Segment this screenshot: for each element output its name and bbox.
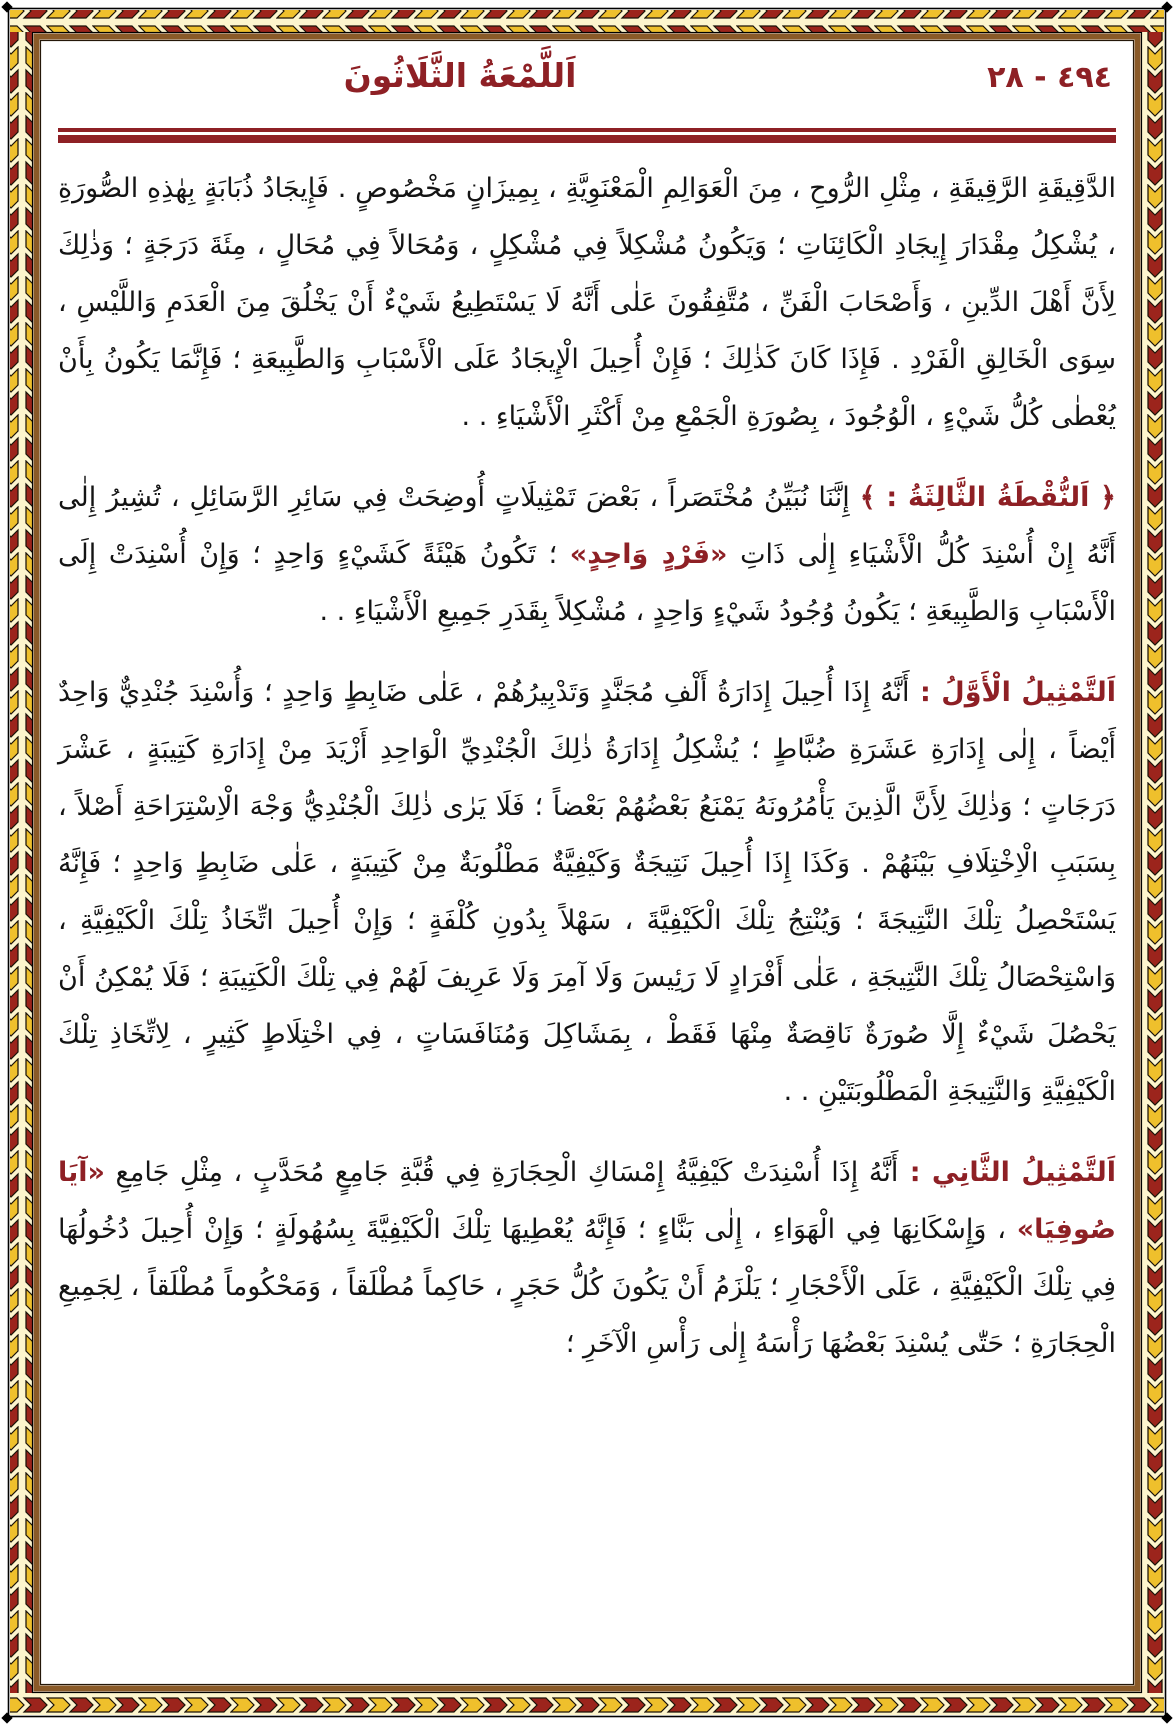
paragraph-third-point xyxy=(58,469,1116,640)
page-header xyxy=(58,50,1116,114)
body-text xyxy=(58,160,1116,1372)
paragraph-second-example xyxy=(58,1144,1116,1372)
first-example-heading: اَلتَّمْثِيلُ الْأَوَّلُ : xyxy=(909,677,1116,708)
highlight-single-one: «فَرْدٍ وَاحِدٍ» xyxy=(569,539,728,570)
paragraph-text: إِنَّنَا نُبَيِّنُ مُخْتَصَراً ، بَعْضَ تَمْثِيلَاتٍ أُوضِحَتْ فِي سَائِرِ الرَّسَائِلِ ، تُشِيرُ إِلٰى أَنَّهُ إِنْ أُسْنِدَ كُلُّ الْأَشْيَاءِ إِلٰى ذَاتِ xyxy=(58,482,1116,570)
paragraph-text: الدَّقِيقَةِ الرَّقِيقَةِ ، مِثْلِ الرُّوحِ ، مِنَ الْعَوَالِمِ الْمَعْنَوِيَّةِ ، بِمِيزَانٍ مَخْصُوصٍ . فَإِيجَادُ ذُبَابَةٍ بِهٰذِهِ الصُّورَةِ ، يُشْكِلُ مِقْدَارَ إِيجَادِ الْكَائِنَاتِ ؛ وَيَكُونُ مُشْكِلاً فِي مُشْكِلٍ ، وَمُحَالاً فِي مُحَالٍ ، مِئَةَ دَرَجَةٍ ؛ وَذٰلِكَ لِأَنَّ أَهْلَ الدِّينِ ، وَأَصْحَابَ الْفَنِّ ، مُتَّفِقُونَ عَلٰى أَنَّهُ لَا يَسْتَطِيعُ شَيْءٌ أَنْ يَخْلُقَ مِنَ الْعَدَمِ وَاللَّيْسِ ، سِوَى الْخَالِقِ الْفَرْدِ . فَإِذَا كَانَ كَذٰلِكَ ؛ فَإِنْ أُحِيلَ الْإِيجَادُ عَلَى الْأَسْبَابِ وَالطَّبِيعَةِ ؛ فَإِنَّمَا يَكُونُ بِأَنْ يُعْطٰى كُلُّ شَيْءٍ ، الْوُجُودَ ، بِصُورَةِ الْجَمْعِ مِنْ أَكْثَرِ الْأَشْيَاءِ . . xyxy=(58,173,1116,432)
page-title: اَللَّمْعَةُ الثَّلَاثُونَ xyxy=(343,56,577,95)
paragraph-text: أَنَّهُ إِذَا أُسْنِدَتْ كَيْفِيَّةُ إِمْسَاكِ الْحِجَارَةِ فِي قُبَّةِ جَامِعٍ مُحَدَّبٍ ، مِثْلِ جَامِعِ xyxy=(104,1157,899,1188)
paragraph-continuation xyxy=(58,160,1116,445)
paragraph-text: ؛ تَكُونُ هَيْئَةً كَشَيْءٍ وَاحِدٍ ؛ وَإِنْ أُسْنِدَتْ إِلَى الْأَسْبَابِ وَالطَّبِيعَةِ ؛ يَكُونُ وُجُودُ شَيْءٍ وَاحِدٍ ، مُشْكِلاً بِقَدَرِ جَمِيعِ الْأَشْيَاءِ . . xyxy=(58,539,1116,627)
page-number: ٤٩٤ - ٢٨ xyxy=(987,60,1112,95)
paragraph-text: ، وَإِسْكَانِهَا فِي الْهَوَاءِ ، إِلٰى بَنَّاءٍ ؛ فَإِنَّهُ يُعْطِيهَا تِلْكَ الْكَيْفِيَّةَ بِسُهُولَةٍ ؛ وَإِنْ أُحِيلَ دُخُولُهَا فِي تِلْكَ الْكَيْفِيَّةِ ، عَلَى الْأَحْجَارِ ؛ يَلْزَمُ أَنْ يَكُونَ كُلُّ حَجَرٍ ، حَاكِماً مُطْلَقاً ، وَمَحْكُوماً مُطْلَقاً ، لِجَمِيعِ الْحِجَارَةِ ؛ حَتّٰى يُسْنِدَ بَعْضُهَا رَأْسَهُ إِلٰى رَأْسِ الْآخَرِ ؛ xyxy=(58,1214,1116,1359)
second-example-heading: اَلتَّمْثِيلُ الثَّانِي : xyxy=(898,1157,1116,1188)
paragraph-text: أَنَّهُ إِذَا أُحِيلَ إِدَارَةُ أَلْفِ مُجَنَّدٍ وَتَدْبِيرُهُمْ ، عَلٰى ضَابِطٍ وَاحِدٍ ؛ وَأُسْنِدَ جُنْدِيٌّ وَاحِدٌ أَيْضاً ، إِلٰى إِدَارَةِ عَشَرَةِ ضُبَّاطٍ ؛ يُشْكِلُ إِدَارَةُ ذٰلِكَ الْجُنْدِيِّ الْوَاحِدِ أَزْيَدَ مِنْ إِدَارَةِ كَتِيبَةٍ ، عَشْرَ دَرَجَاتٍ ؛ وَذٰلِكَ لِأَنَّ الَّذِينَ يَأْمُرُونَهُ يَمْنَعُ بَعْضُهُمْ بَعْضاً ؛ فَلَا يَرٰى ذٰلِكَ الْجُنْدِيُّ وَجْهَ الْاِسْتِرَاحَةِ أَصْلاً ، بِسَبَبِ الْاِخْتِلَافِ بَيْنَهُمْ . وَكَذَا إِذَا أُحِيلَ نَتِيجَةٌ وَكَيْفِيَّةٌ مَطْلُوبَةٌ مِنْ كَتِيبَةٍ ، عَلٰى ضَابِطٍ وَاحِدٍ ؛ فَإِنَّهُ يَسْتَحْصِلُ تِلْكَ النَّتِيجَةَ ؛ وَيُنْتِجُ تِلْكَ الْكَيْفِيَّةَ ، سَهْلاً بِدُونِ كُلْفَةٍ ؛ وَإِنْ أُحِيلَ اتِّخَاذُ تِلْكَ الْكَيْفِيَّةِ ، وَاسْتِحْصَالُ تِلْكَ النَّتِيجَةِ ، عَلٰى أَفْرَادٍ لَا رَئِيسَ وَلَا آمِرَ وَلَا عَرِيفَ لَهُمْ فِي تِلْكَ الْكَتِيبَةِ ؛ فَلَا يُمْكِنُ أَنْ يَحْصُلَ شَيْءٌ إِلَّا صُورَةٌ نَاقِصَةٌ مِنْهَا فَقَطْ ، بِمَشَاكِلَ وَمُنَافَسَاتٍ ، فِي اخْتِلَاطٍ كَثِيرٍ ، لِاتِّخَاذِ تِلْكَ الْكَيْفِيَّةِ وَالنَّتِيجَةِ الْمَطْلُوبَتَيْنِ . . xyxy=(58,677,1116,1107)
paragraph-first-example xyxy=(58,664,1116,1120)
highlight-hagia-sophia: «آيَا صُوفِيَا» xyxy=(58,1157,1116,1245)
third-point-heading: ﴿ اَلنُّقْطَةُ الثَّالِثَةُ : ﴾ xyxy=(859,482,1116,513)
header-divider xyxy=(58,128,1116,144)
page-content xyxy=(58,50,1116,1681)
